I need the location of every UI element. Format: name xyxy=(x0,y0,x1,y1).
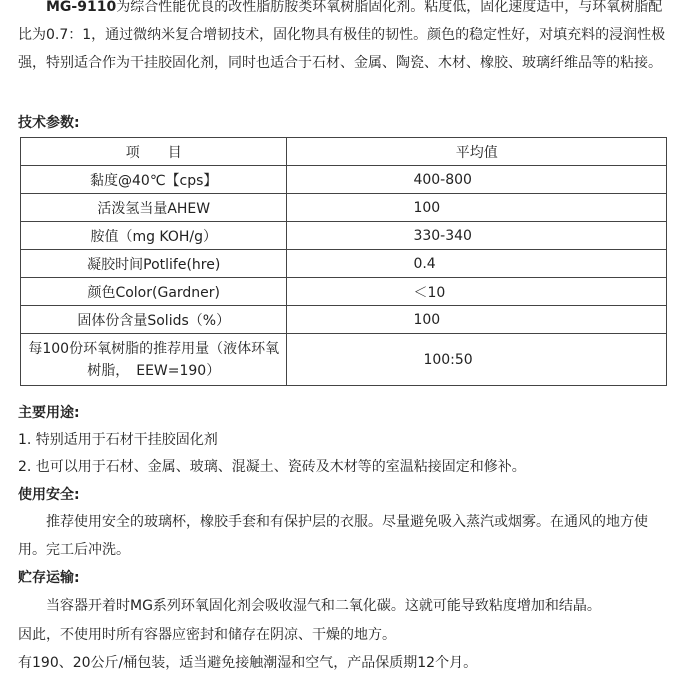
intro-paragraph xyxy=(18,0,668,77)
table-row xyxy=(21,334,667,386)
param-name: 固体份含量Solids（%） xyxy=(21,306,287,334)
storage-line: 因此，不使用时所有容器应密封和储存在阴凉、干燥的地方。 xyxy=(18,627,396,643)
param-value: 0.4 xyxy=(287,250,667,278)
product-model: MG-9110 xyxy=(46,0,117,15)
tech-params-heading: 技术参数: xyxy=(18,115,80,131)
param-name: 胺值（mg KOH/g） xyxy=(21,222,287,250)
table-row xyxy=(21,250,667,278)
tech-params-table xyxy=(20,137,667,386)
param-name: 每100份环氧树脂的推荐用量（液体环氧树脂， EEW=190） xyxy=(21,334,287,386)
table-header-row xyxy=(21,138,667,166)
uses-item: 1. 特别适用于石材干挂胶固化剂 xyxy=(18,432,218,448)
param-name: 黏度@40℃【cps】 xyxy=(21,166,287,194)
column-header-value: 平均值 xyxy=(287,138,667,166)
param-value: 330-340 xyxy=(287,222,667,250)
storage-heading: 贮存运输: xyxy=(18,570,80,586)
param-value: 100 xyxy=(287,194,667,222)
safety-heading: 使用安全: xyxy=(18,487,80,503)
table-row xyxy=(21,306,667,334)
uses-heading: 主要用途: xyxy=(18,405,80,421)
table-row xyxy=(21,222,667,250)
column-header-item: 项 目 xyxy=(21,138,287,166)
storage-line: 当容器开着时MG系列环氧固化剂会吸收湿气和二氧化碳。这就可能导致粘度增加和结晶。 xyxy=(46,598,601,614)
safety-paragraph: 推荐使用安全的玻璃杯，橡胶手套和有保护层的衣服。尽量避免吸入蒸汽或烟雾。在通风的地方使用。完工后冲洗。 xyxy=(18,514,648,558)
param-value: ＜10 xyxy=(287,278,667,306)
table-row xyxy=(21,194,667,222)
uses-item: 2. 也可以用于石材、金属、玻璃、混凝土、瓷砖及木材等的室温粘接固定和修补。 xyxy=(18,459,526,475)
table-row xyxy=(21,278,667,306)
param-value: 400-800 xyxy=(287,166,667,194)
storage-line: 有190、20公斤/桶包装，适当避免接触潮湿和空气，产品保质期12个月。 xyxy=(18,655,478,671)
param-name: 颜色Color(Gardner) xyxy=(21,278,287,306)
param-name: 活泼氢当量AHEW xyxy=(21,194,287,222)
param-value: 100:50 xyxy=(287,334,667,386)
table-row xyxy=(21,166,667,194)
param-name: 凝胶时间Potlife(hre) xyxy=(21,250,287,278)
intro-text: 为综合性能优良的改性脂肪胺类环氧树脂固化剂。粘度低，固化速度适中，与环氧树脂配比为0.7：1，通过微纳米复合增韧技术，固化物具有极佳的韧性。颜色的稳定性好，对填充料的浸润性极强，特别适合作为干挂胶固化剂，同时也适合于石材、金属、陶瓷、木材、橡胶、玻璃纤维品等的粘接。 xyxy=(18,0,666,71)
param-value: 100 xyxy=(287,306,667,334)
